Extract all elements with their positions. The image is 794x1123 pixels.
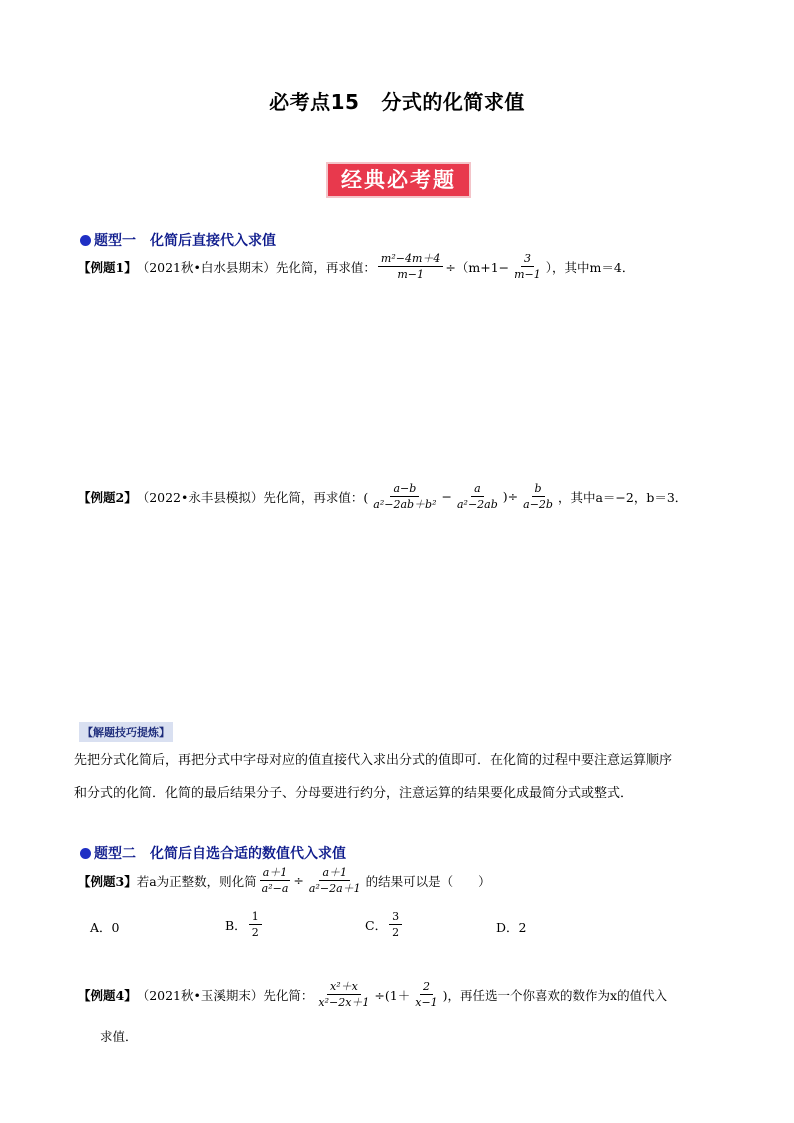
- example-4: [78, 980, 667, 1009]
- page-title: [0, 86, 794, 115]
- fraction-denominator: 2: [251, 926, 259, 939]
- option-letter: A．: [90, 920, 112, 935]
- fraction-numerator: 1: [249, 910, 262, 925]
- fraction: [370, 482, 439, 511]
- operator-text: −: [441, 489, 452, 504]
- example-source: （2021秋•玉溪期末）先化简：: [136, 987, 314, 1003]
- example-source: （2022•永丰县模拟）先化简，再求值：(: [136, 489, 369, 505]
- fraction-denominator: x²−2x＋1: [318, 996, 370, 1009]
- example-3: [78, 866, 491, 895]
- fraction: [249, 910, 262, 939]
- example-source: （2021秋•白水县期末）先化简，再求值：: [136, 259, 376, 275]
- example-tail: ），其中m＝4．: [545, 259, 635, 275]
- section-text: 化简后直接代入求值: [150, 233, 276, 249]
- section-banner: 经典必考题: [326, 162, 471, 198]
- fraction-denominator: a²−a: [261, 882, 289, 895]
- tips-paragraph: [74, 744, 734, 810]
- section-number: 题型一: [94, 233, 136, 249]
- fraction-denominator: a²−2ab＋b²: [373, 498, 437, 511]
- example-source: 若a为正整数，则化简: [136, 873, 257, 889]
- section-heading-2: [80, 843, 346, 863]
- fraction-denominator: a²−2ab: [456, 498, 498, 511]
- option-letter: D．: [496, 920, 519, 935]
- fraction-numerator: a＋1: [319, 866, 350, 881]
- fraction: [259, 866, 292, 895]
- fraction-numerator: 3: [389, 910, 402, 925]
- section-number: 题型二: [94, 846, 136, 862]
- example-label: 【例题2】: [78, 489, 137, 505]
- example-tail: )，再任选一个你喜欢的数作为x的值代入: [442, 987, 668, 1003]
- tips-line: 先把分式化简后，再把分式中字母对应的值直接代入求出分式的值即可．在化简的过程中要注意运算顺序: [74, 753, 673, 768]
- option-c[interactable]: [365, 910, 404, 939]
- option-letter: C．: [365, 917, 388, 933]
- fraction-denominator: a²−2a＋1: [308, 882, 361, 895]
- fraction-numerator: m²−4m＋4: [378, 252, 444, 267]
- fraction: [454, 482, 501, 511]
- operator-text: ÷（m+1−: [445, 259, 510, 275]
- option-d[interactable]: [496, 918, 526, 936]
- bullet-dot-icon: [80, 848, 91, 859]
- bullet-dot-icon: [80, 235, 91, 246]
- fraction-numerator: x²＋x: [327, 980, 361, 995]
- fraction: [520, 482, 556, 511]
- fraction-numerator: a＋1: [260, 866, 291, 881]
- example-tail: 的结果可以是（ ）: [365, 873, 491, 889]
- fraction-denominator: a−2b: [523, 498, 553, 511]
- fraction: [412, 980, 440, 1009]
- fraction-denominator: m−1: [514, 268, 541, 281]
- option-letter: B．: [225, 917, 247, 933]
- tips-label: 【解题技巧提炼】: [79, 722, 173, 742]
- tips-line: 和分式的化简．化简的最后结果分子、分母要进行约分，注意运算的结果要化成最简分式或整式．: [74, 786, 634, 801]
- fraction-numerator: 2: [420, 980, 433, 995]
- fraction-denominator: x−1: [415, 996, 438, 1009]
- fraction-denominator: 2: [392, 926, 400, 939]
- fraction-numerator: 3: [521, 252, 534, 267]
- operator-text: ÷(1＋: [374, 987, 411, 1003]
- fraction-numerator: a−b: [390, 482, 419, 497]
- example-2: [78, 482, 687, 511]
- fraction: [306, 866, 364, 895]
- fraction: [511, 252, 544, 281]
- fraction: [378, 252, 444, 281]
- example-label: 【例题4】: [78, 987, 137, 1003]
- fraction-numerator: a: [471, 482, 484, 497]
- operator-text: ÷: [293, 873, 304, 888]
- option-value: 2: [518, 919, 527, 935]
- example-1: [78, 252, 634, 281]
- option-b[interactable]: [225, 910, 264, 939]
- title-part2: 分式的化简求值: [381, 90, 525, 114]
- fraction: [315, 980, 372, 1009]
- fraction-denominator: m−1: [397, 268, 424, 281]
- option-a[interactable]: [90, 918, 119, 936]
- example-tail: 求值．: [100, 1029, 138, 1044]
- operator-text: )÷: [502, 489, 519, 504]
- example-tail: ，其中a＝−2，b＝3．: [557, 489, 688, 505]
- fraction-numerator: b: [532, 482, 545, 497]
- example-label: 【例题3】: [78, 873, 137, 889]
- example-label: 【例题1】: [78, 259, 137, 275]
- option-value: 0: [111, 919, 120, 935]
- title-part1: 必考点15: [269, 90, 360, 114]
- section-heading-1: [80, 230, 276, 250]
- fraction: [389, 910, 402, 939]
- example-4-continuation: [100, 1027, 138, 1045]
- section-text: 化简后自选合适的数值代入求值: [150, 846, 346, 862]
